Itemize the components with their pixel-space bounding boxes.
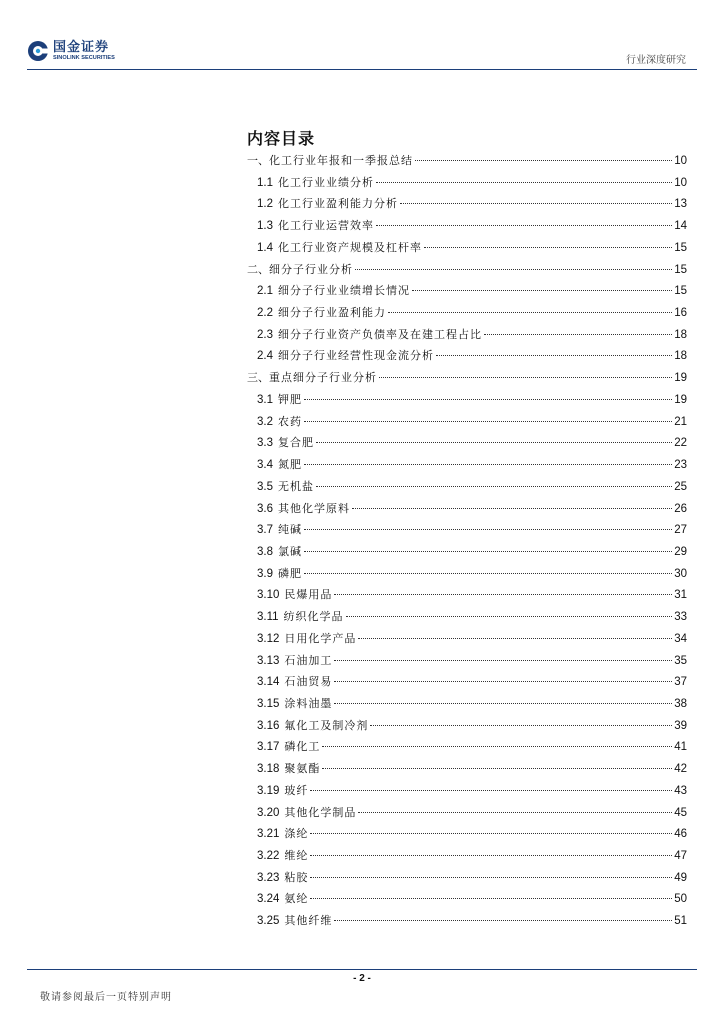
toc-entry-page: 18 [674, 350, 687, 363]
toc-entry-page: 26 [674, 502, 687, 515]
toc-dot-leader [310, 833, 672, 834]
toc-dot-leader [334, 681, 672, 682]
toc-entry[interactable] [247, 847, 687, 869]
toc-entry-number: 3.23 [257, 871, 280, 884]
toc-entry-page: 18 [674, 328, 687, 341]
toc-entry[interactable] [247, 304, 687, 326]
toc-entry-label: 其他纤维 [284, 914, 333, 928]
toc-dot-leader [304, 529, 672, 530]
toc-dot-leader [310, 790, 672, 791]
toc-entry-page: 42 [674, 763, 687, 776]
toc-entry-number: 3.10 [257, 589, 280, 602]
toc-entry-page: 27 [674, 524, 687, 537]
toc-entry-page: 14 [674, 220, 687, 233]
toc-entry[interactable] [247, 217, 687, 239]
toc-entry-page: 33 [674, 611, 687, 624]
page-number: - 2 - [353, 973, 371, 984]
toc-entry-page: 10 [674, 176, 687, 189]
toc-entry[interactable] [247, 760, 687, 782]
toc-entry[interactable] [247, 608, 687, 630]
toc-entry-number: 3.11 [257, 611, 279, 624]
toc-entry[interactable] [247, 695, 687, 717]
toc-entry[interactable] [247, 890, 687, 912]
toc-entry-label: 钾肥 [278, 392, 302, 406]
toc-entry-number: 2.4 [257, 350, 273, 363]
company-logo [27, 40, 115, 62]
toc-entry-page: 15 [674, 285, 687, 298]
toc-dot-leader [376, 225, 672, 226]
toc-entry-number: 3.20 [257, 806, 280, 819]
toc-entry-number: 3.25 [257, 915, 280, 928]
toc-entry-label: 磷化工 [284, 740, 321, 754]
toc-entry[interactable] [247, 456, 687, 478]
toc-entry-page: 15 [674, 241, 687, 254]
toc-entry-number: 3.5 [257, 480, 273, 493]
toc-entry-label: 纺织化学品 [283, 610, 344, 624]
toc-dot-leader [334, 594, 672, 595]
toc-dot-leader [352, 508, 672, 509]
toc-dot-leader [424, 247, 672, 248]
toc-entry-label: 磷肥 [278, 566, 302, 580]
header-divider [27, 69, 697, 70]
toc-entry-label: 氯碱 [278, 544, 302, 558]
toc-dot-leader [304, 573, 672, 574]
toc-entry[interactable] [247, 391, 687, 413]
toc-entry-number: 3.22 [257, 850, 280, 862]
toc-entry[interactable] [247, 717, 687, 739]
toc-entry[interactable] [247, 912, 687, 934]
toc-entry-page: 31 [674, 589, 687, 602]
toc-entry-page: 21 [674, 415, 687, 428]
toc-entry-number: 2.1 [257, 285, 273, 298]
toc-dot-leader [388, 312, 672, 313]
footer-divider [27, 969, 697, 970]
toc-entry-page: 30 [674, 567, 687, 580]
toc-entry-page: 13 [674, 198, 687, 211]
toc-entry-label: 氨纶 [284, 892, 309, 906]
toc-dot-leader [355, 269, 672, 270]
toc-dot-leader [415, 160, 672, 161]
toc-entry-label: 氮肥 [278, 458, 302, 472]
toc-entry-label: 石油加工 [284, 653, 333, 667]
toc-entry-label: 无机盐 [278, 479, 314, 493]
toc-entry-number: 二、 [247, 262, 269, 276]
toc-entry[interactable] [247, 869, 687, 891]
toc-entry-page: 29 [674, 545, 687, 558]
toc-entry-page: 41 [674, 741, 687, 754]
sinolink-logo-icon [27, 40, 49, 62]
toc-entry[interactable] [247, 434, 687, 456]
toc-entry-label: 化工行业运营效率 [278, 219, 374, 233]
toc-entry-label: 重点细分子行业分析 [269, 371, 377, 385]
toc-entry[interactable] [247, 804, 687, 826]
toc-entry-label: 细分子行业经营性现金流分析 [278, 349, 434, 363]
toc-entry-label: 细分子行业盈利能力 [278, 306, 386, 320]
toc-entry[interactable] [247, 282, 687, 304]
toc-entry[interactable] [247, 261, 687, 283]
toc-entry-number: 1.4 [257, 241, 273, 254]
toc-entry-label: 维纶 [284, 849, 309, 862]
toc-dot-leader [436, 355, 672, 356]
toc-entry-label: 农药 [278, 414, 302, 428]
toc-entry-number: 三、 [247, 371, 269, 385]
toc-entry[interactable] [247, 369, 687, 391]
toc-entry-number: 3.21 [257, 828, 280, 841]
toc-entry-number: 一、 [247, 154, 269, 167]
toc-entry-number: 3.24 [257, 893, 280, 906]
toc-entry-number: 3.7 [257, 524, 273, 537]
toc-entry-page: 47 [674, 850, 687, 862]
toc-entry-label: 石油贸易 [284, 675, 333, 689]
toc-entry-number: 3.15 [257, 697, 280, 710]
toc-entry-label: 其他化学原料 [278, 501, 350, 515]
toc-dot-leader [316, 486, 672, 487]
disclaimer-text: 敬请参阅最后一页特别声明 [40, 992, 172, 1003]
toc-entry[interactable] [247, 326, 687, 348]
toc-entry[interactable] [247, 673, 687, 695]
toc-entry[interactable] [247, 239, 687, 261]
toc-entry-page: 34 [674, 632, 687, 645]
toc-entry-page: 49 [674, 871, 687, 884]
toc-entry[interactable] [247, 738, 687, 760]
toc-entry-number: 3.1 [257, 393, 273, 406]
toc-entry-page: 38 [674, 697, 687, 710]
toc-entry-page: 19 [674, 372, 687, 385]
toc-entry-number: 3.18 [257, 763, 280, 776]
toc-entry-page: 19 [674, 393, 687, 406]
toc-entry-number: 3.4 [257, 459, 273, 472]
toc-entry[interactable] [247, 500, 687, 522]
toc-entry[interactable] [247, 630, 687, 652]
toc-entry-number: 3.3 [257, 437, 273, 450]
toc-dot-leader [304, 464, 672, 465]
toc-entry-page: 39 [674, 719, 687, 732]
brand-name-cn: 国金证券 [53, 39, 110, 55]
toc-entry-number: 1.3 [257, 220, 273, 233]
toc-entry-page: 15 [674, 263, 687, 276]
toc-entry[interactable] [247, 586, 687, 608]
toc-entry-label: 化工行业业绩分析 [278, 175, 374, 189]
toc-dot-leader [358, 812, 672, 813]
report-type: 行业深度研究 [626, 55, 686, 66]
toc-entry-label: 民爆用品 [284, 588, 333, 602]
toc-entry-number: 3.17 [257, 741, 280, 754]
brand-name-en: SINOLINK SECURITIES [53, 54, 115, 61]
toc-dot-leader [304, 399, 672, 400]
toc-entry-number: 3.8 [257, 545, 273, 558]
toc-dot-leader [379, 377, 672, 378]
toc-entry-label: 化工行业资产规模及杠杆率 [278, 240, 422, 254]
toc-entry-page: 10 [674, 155, 687, 167]
toc-entry[interactable] [247, 174, 687, 196]
toc-entry-label: 复合肥 [278, 436, 314, 450]
toc-entry-number: 2.2 [257, 307, 273, 320]
toc-entry[interactable] [247, 152, 687, 174]
toc-entry-number: 3.9 [257, 567, 273, 580]
toc-entry-page: 35 [674, 654, 687, 667]
toc-dot-leader [310, 898, 672, 899]
toc-entry-page: 37 [674, 676, 687, 689]
toc-dot-leader [346, 616, 673, 617]
toc-entry-number: 1.2 [257, 198, 273, 211]
toc-entry-number: 3.2 [257, 415, 273, 428]
toc-entry-page: 25 [674, 480, 687, 493]
toc-dot-leader [400, 203, 672, 204]
toc-entry-page: 46 [674, 828, 687, 841]
toc-entry-page: 22 [674, 437, 687, 450]
toc-entry[interactable] [247, 195, 687, 217]
toc-entry-label: 细分子行业分析 [269, 262, 353, 276]
toc-entry[interactable] [247, 478, 687, 500]
toc-entry-number: 3.6 [257, 502, 273, 515]
toc-entry-label: 涤纶 [284, 827, 309, 841]
toc-entry-number: 3.16 [257, 719, 280, 732]
toc-entry[interactable] [247, 347, 687, 369]
toc-entry-label: 粘胶 [284, 870, 309, 884]
toc-entry-label: 化工行业年报和一季报总结 [269, 154, 413, 167]
table-of-contents [247, 152, 687, 934]
toc-entry[interactable] [247, 652, 687, 674]
toc-entry-page: 45 [674, 806, 687, 819]
toc-entry-label: 纯碱 [278, 523, 302, 537]
toc-dot-leader [370, 725, 672, 726]
toc-entry[interactable] [247, 521, 687, 543]
toc-entry-number: 1.1 [257, 176, 273, 189]
toc-entry-label: 聚氨酯 [284, 762, 321, 776]
toc-dot-leader [358, 638, 672, 639]
toc-entry-number: 3.19 [257, 784, 280, 797]
toc-entry-label: 化工行业盈利能力分析 [278, 197, 398, 211]
toc-entry-label: 涂料油墨 [284, 696, 333, 710]
toc-entry-label: 其他化学制品 [284, 805, 357, 819]
toc-dot-leader [484, 334, 672, 335]
toc-entry-number: 3.13 [257, 654, 280, 667]
toc-entry-number: 3.14 [257, 676, 280, 689]
toc-entry[interactable] [247, 413, 687, 435]
toc-dot-leader [304, 551, 672, 552]
toc-dot-leader [334, 703, 672, 704]
toc-entry-number: 3.12 [257, 632, 280, 645]
toc-entry[interactable] [247, 565, 687, 587]
toc-entry-page: 50 [674, 893, 687, 906]
toc-entry-label: 玻纤 [284, 783, 309, 797]
toc-dot-leader [334, 660, 672, 661]
toc-entry-page: 16 [674, 307, 687, 320]
toc-dot-leader [310, 855, 672, 856]
toc-dot-leader [322, 746, 672, 747]
toc-entry[interactable] [247, 782, 687, 804]
toc-entry-label: 氟化工及制冷剂 [284, 718, 369, 732]
toc-title: 内容目录 [247, 129, 316, 148]
toc-dot-leader [334, 920, 672, 921]
toc-entry-label: 细分子行业业绩增长情况 [278, 284, 410, 298]
toc-dot-leader [316, 442, 672, 443]
toc-entry-number: 2.3 [257, 328, 273, 341]
toc-entry-label: 日用化学产品 [284, 631, 357, 645]
toc-entry[interactable] [247, 825, 687, 847]
toc-dot-leader [322, 768, 672, 769]
toc-dot-leader [376, 182, 672, 183]
page-header [0, 0, 724, 72]
toc-entry-page: 51 [674, 915, 687, 928]
toc-dot-leader [304, 421, 672, 422]
toc-entry-page: 43 [674, 784, 687, 797]
toc-dot-leader [310, 877, 672, 878]
toc-entry-page: 23 [674, 459, 687, 472]
toc-dot-leader [412, 290, 672, 291]
toc-entry[interactable] [247, 543, 687, 565]
toc-entry-label: 细分子行业资产负债率及在建工程占比 [278, 327, 482, 341]
